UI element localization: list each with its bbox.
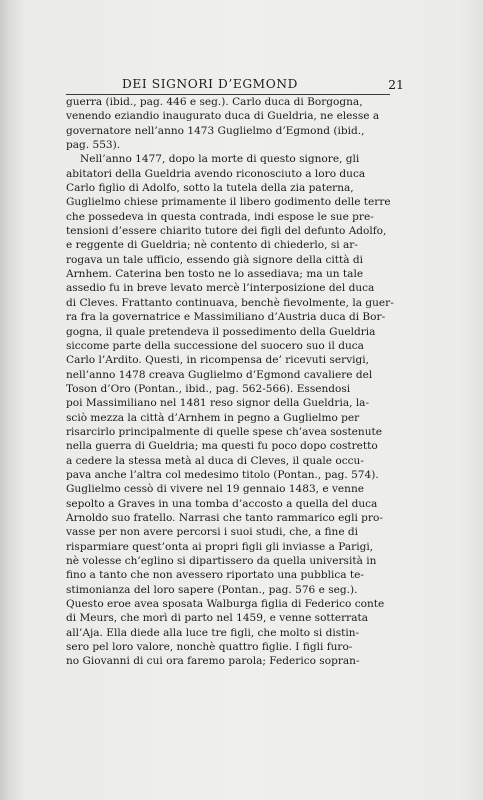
- text-line: Toson d’Oro (Pontan., ibid., pag. 562-566). Essendosi: [66, 382, 351, 395]
- text-line: poi Massimiliano nel 1481 reso signor della Gueldria, la-: [66, 397, 370, 410]
- text-line: guerra (ibid., pag. 446 e seg.). Carlo duca di Borgogna,: [66, 96, 363, 108]
- text-line: Carlo figlio di Adolfo, sotto la tutela della zia paterna,: [66, 182, 354, 195]
- text-line: a cedere la stessa metà al duca di Cleves, il quale occu-: [66, 454, 364, 467]
- text-line: rogava un tale ufficio, essendo già signore della città di: [66, 253, 363, 266]
- text-line: venendo eziandio inaugurato duca di Gueldria, ne elesse a: [66, 110, 380, 123]
- page-header: [66, 69, 404, 92]
- text-line: di Meurs, che morì di parto nel 1459, e venne sotterrata: [66, 612, 369, 625]
- text-line: fino a tanto che non avessero riportato una pubblica te-: [66, 569, 364, 582]
- text-line: pava anche l’altra col medesimo titolo (Pontan., pag. 574).: [66, 468, 379, 481]
- text-line: Arnhem. Caterina ben tosto ne lo assediava; ma un tale: [66, 268, 364, 281]
- text-line: nè volesse ch’eglino si dipartissero da quella università in: [66, 555, 377, 567]
- text-line: di Cleves. Frattanto continuava, benchè fievolmente, la guer-: [66, 296, 394, 309]
- text-line: Guglielmo chiese primamente il libero godimento delle terre: [66, 196, 391, 209]
- text-line: Guglielmo cessò di vivere nel 19 gennaio 1483, e venne: [66, 483, 364, 496]
- text-line: e reggente di Gueldria; nè contento di chiederlo, si ar-: [66, 239, 358, 252]
- text-line: Carlo l’Ardito. Questi, in ricompensa de’ ricevuti servigi,: [66, 354, 370, 367]
- text-line: ra fra la governatrice e Massimiliano d’Austria duca di Bor-: [66, 311, 386, 324]
- page-number: 21: [388, 77, 404, 92]
- text-line: all’Aja. Ella diede alla luce tre figli, che molto si distin-: [66, 626, 360, 639]
- text-line: sepolto a Graves in una tomba d’accosto a quella del duca: [66, 497, 378, 510]
- text-line: abitatori della Gueldria avendo riconosciuto a loro duca: [66, 167, 366, 180]
- text-line: risparmiare quest’onta ai propri figli gli inviasse a Parigi,: [66, 540, 374, 553]
- text-line: gogna, il quale pretendeva il possedimento della Gueldria: [66, 325, 376, 338]
- text-line: tensioni d’essere chiarito tutore dei figli del defunto Adolfo,: [66, 225, 387, 238]
- text-line: nell’anno 1478 creava Guglielmo d’Egmond cavaliere del: [66, 368, 373, 381]
- text-line: che possedeva in questa contrada, indi espose le sue pre-: [66, 210, 374, 223]
- text-line: governatore nell’anno 1473 Guglielmo d’Egmond (ibid.,: [66, 124, 365, 137]
- text-line: no Giovanni di cui ora faremo parola; Federico sopran-: [66, 655, 360, 668]
- text-line: Questo eroe avea sposata Walburga figlia di Federico conte: [66, 598, 385, 611]
- text-line: sciò mezza la città d’Arnhem in pegno a Guglielmo per: [66, 411, 360, 424]
- text-line: stimonianza del loro sapere (Pontan., pag. 576 e seg.).: [66, 583, 358, 596]
- text-line: risarcirlo principalmente di quelle spese ch’avea sostenute: [66, 425, 382, 438]
- text-line: pag. 553).: [66, 139, 121, 152]
- text-line: assedio fu in breve levato mercè l’interposizione del duca: [66, 282, 375, 295]
- text-line: siccome parte della successione del suocero suo il duca: [66, 339, 364, 352]
- paragraph-start-line: Nell’anno 1477, dopo la morte di questo signore, gli: [80, 153, 360, 166]
- text-line: vasse per non avere percorsi i suoi studi, che, a fine di: [66, 526, 359, 539]
- text-line: sero pel loro valore, nonchè quattro figlie. I figli furo-: [66, 641, 353, 654]
- text-line: Arnoldo suo fratello. Narrasi che tanto rammarico egli pro-: [66, 511, 383, 524]
- running-title: DEI SIGNORI D’EGMOND: [122, 77, 298, 91]
- body-text: [66, 95, 392, 669]
- text-line: nella guerra di Gueldria; ma questi fu poco dopo costretto: [66, 440, 378, 453]
